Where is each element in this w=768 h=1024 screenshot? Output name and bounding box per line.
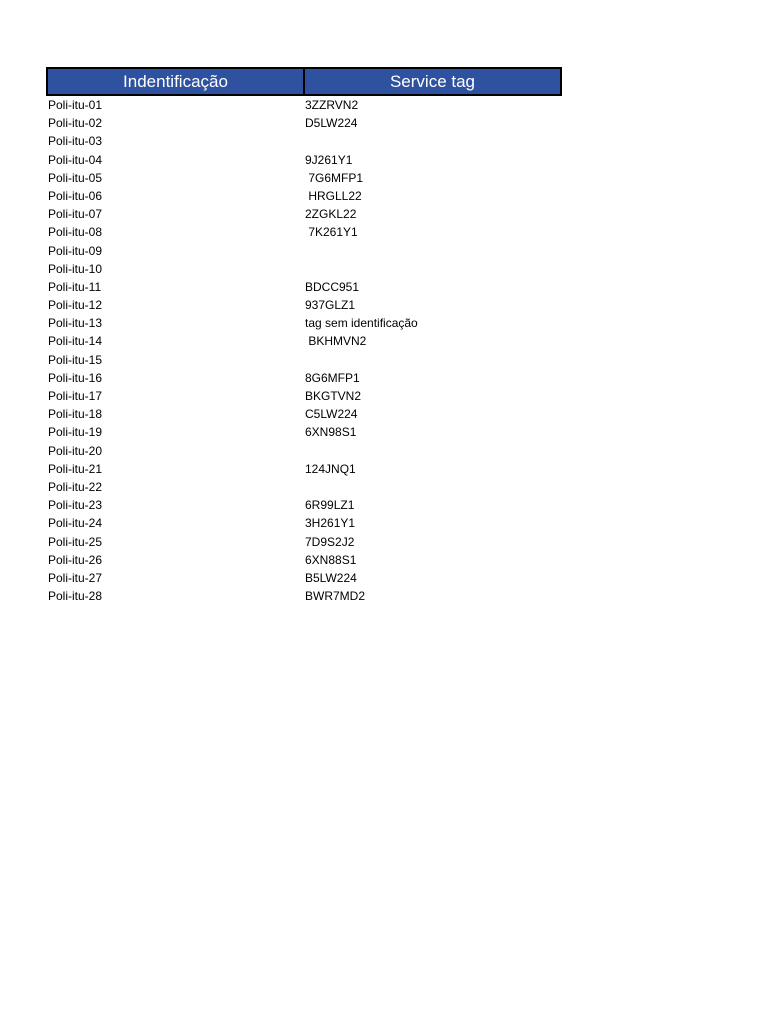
table-row: [46, 132, 562, 150]
identification-cell[interactable]: Poli-itu-10: [48, 261, 103, 276]
service-tag-cell[interactable]: BKHMVN2: [305, 334, 367, 349]
identification-cell[interactable]: Poli-itu-19: [48, 425, 103, 440]
identification-cell[interactable]: Poli-itu-23: [48, 498, 103, 513]
service-tag-cell[interactable]: HRGLL22: [305, 188, 362, 203]
identification-cell[interactable]: Poli-itu-16: [48, 370, 103, 385]
table-row: [46, 551, 562, 569]
column-header-identificacao[interactable]: Indentificação: [48, 69, 305, 94]
table-header: [46, 67, 562, 96]
identification-cell[interactable]: Poli-itu-22: [48, 479, 103, 494]
identification-cell[interactable]: Poli-itu-20: [48, 443, 103, 458]
table-row: [46, 169, 562, 187]
service-tag-cell[interactable]: [303, 132, 562, 150]
spreadsheet-table: [46, 67, 562, 605]
service-tag-cell[interactable]: 124JNQ1: [305, 461, 356, 476]
identification-cell[interactable]: Poli-itu-18: [48, 407, 103, 422]
identification-cell[interactable]: Poli-itu-01: [48, 98, 103, 112]
table-body: [46, 96, 562, 605]
identification-cell[interactable]: Poli-itu-21: [48, 461, 103, 476]
identification-cell[interactable]: Poli-itu-15: [48, 352, 103, 367]
table-row: [46, 442, 562, 460]
service-tag-cell[interactable]: 937GLZ1: [305, 298, 356, 313]
service-tag-cell[interactable]: [303, 260, 562, 278]
identification-cell[interactable]: Poli-itu-02: [48, 116, 103, 131]
identification-cell[interactable]: Poli-itu-26: [48, 552, 103, 567]
service-tag-cell[interactable]: 2ZGKL22: [305, 207, 357, 222]
table-row: [46, 533, 562, 551]
table-row: [46, 496, 562, 514]
identification-cell[interactable]: Poli-itu-09: [48, 243, 103, 258]
service-tag-cell[interactable]: 3ZZRVN2: [305, 98, 359, 112]
service-tag-cell[interactable]: 7D9S2J2: [305, 534, 355, 549]
identification-cell[interactable]: Poli-itu-12: [48, 298, 103, 313]
table-row: [46, 587, 562, 605]
table-row: [46, 114, 562, 132]
identification-cell[interactable]: Poli-itu-05: [48, 170, 103, 185]
identification-cell[interactable]: Poli-itu-07: [48, 207, 103, 222]
identification-cell[interactable]: Poli-itu-24: [48, 516, 103, 531]
service-tag-cell[interactable]: 6R99LZ1: [305, 498, 355, 513]
identification-cell[interactable]: Poli-itu-17: [48, 389, 103, 403]
identification-cell[interactable]: Poli-itu-27: [48, 570, 103, 585]
service-tag-cell[interactable]: [303, 351, 562, 369]
service-tag-cell[interactable]: BWR7MD2: [305, 589, 366, 604]
table-row: [46, 460, 562, 478]
service-tag-cell[interactable]: 6XN88S1: [305, 552, 357, 567]
service-tag-cell[interactable]: D5LW224: [305, 116, 358, 131]
identification-cell[interactable]: Poli-itu-06: [48, 188, 103, 203]
service-tag-cell[interactable]: [303, 478, 562, 496]
table-row: [46, 96, 562, 114]
service-tag-cell[interactable]: 9J261Y1: [305, 152, 353, 167]
service-tag-cell[interactable]: 3H261Y1: [305, 516, 356, 531]
table-row: [46, 187, 562, 205]
service-tag-cell[interactable]: 6XN98S1: [305, 425, 357, 440]
table-row: [46, 351, 562, 369]
table-row: [46, 405, 562, 423]
table-row: [46, 260, 562, 278]
service-tag-cell[interactable]: BKGTVN2: [305, 389, 362, 403]
table-row: [46, 242, 562, 260]
identification-cell[interactable]: Poli-itu-03: [48, 134, 103, 149]
table-row: [46, 223, 562, 241]
column-header-service-tag[interactable]: Service tag: [389, 72, 476, 91]
service-tag-cell[interactable]: 7K261Y1: [305, 225, 358, 240]
service-tag-cell[interactable]: B5LW224: [305, 570, 357, 585]
service-tag-cell[interactable]: [303, 442, 562, 460]
table-row: [46, 514, 562, 532]
identification-cell[interactable]: Poli-itu-28: [48, 589, 103, 604]
table-row: [46, 314, 562, 332]
identification-cell[interactable]: Poli-itu-25: [48, 534, 103, 549]
table-row: [46, 569, 562, 587]
table-row: [46, 423, 562, 441]
service-tag-cell[interactable]: BDCC951: [305, 279, 360, 294]
identification-cell[interactable]: Poli-itu-13: [48, 316, 103, 331]
table-row: [46, 387, 562, 405]
table-row: [46, 332, 562, 350]
service-tag-cell[interactable]: [303, 242, 562, 260]
table-row: [46, 151, 562, 169]
table-row: [46, 205, 562, 223]
table-row: [46, 278, 562, 296]
identification-cell[interactable]: Poli-itu-08: [48, 225, 103, 240]
table-row: [46, 369, 562, 387]
identification-cell[interactable]: Poli-itu-04: [48, 152, 103, 167]
service-tag-cell[interactable]: 8G6MFP1: [305, 370, 360, 385]
identification-cell[interactable]: Poli-itu-11: [48, 279, 102, 294]
table-row: [46, 296, 562, 314]
identification-cell[interactable]: Poli-itu-14: [48, 334, 103, 349]
service-tag-cell[interactable]: C5LW224: [305, 407, 358, 422]
service-tag-cell[interactable]: 7G6MFP1: [305, 170, 364, 185]
table-row: [46, 478, 562, 496]
service-tag-cell[interactable]: tag sem identificação: [305, 316, 418, 331]
